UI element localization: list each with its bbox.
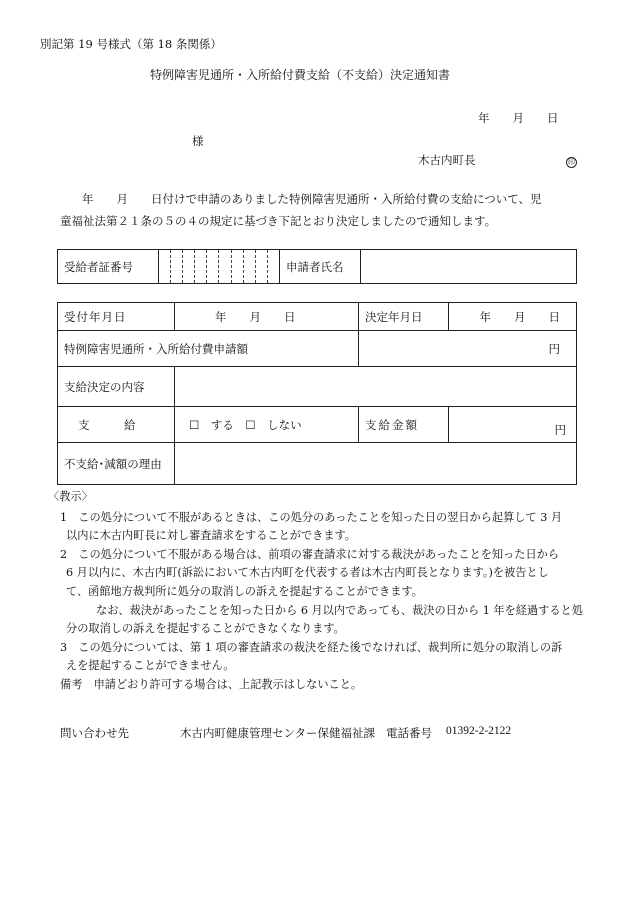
recipient-suffix: 様 <box>192 134 204 148</box>
decision-date-label: 決定年月日 <box>359 303 449 331</box>
instructions-heading: 〈教示〉 <box>48 490 93 503</box>
note-1-line-1: 1 この処分について不服があるときは、この処分のあったことを知った日の翌日から起算して 3 月 <box>60 510 563 524</box>
note-2-line-5: 分の取消しの訴えを提起することができなくなります。 <box>66 622 345 636</box>
payment-label: 支 給 <box>58 407 175 443</box>
applicant-name-label: 申請者氏名 <box>280 250 361 284</box>
amount-label: 特例障害児通所・入所給付費申請額 <box>58 331 359 367</box>
payment-amount-field[interactable]: 円 <box>449 407 577 443</box>
phone-number: 01392-2-2122 <box>446 725 512 737</box>
contact-department: 木古内町健康管理センター保健福祉課 <box>180 726 376 740</box>
note-2-line-1: 2 この処分について不服がある場合は、前項の審査請求に対する裁決があったことを知った日から <box>60 547 560 561</box>
cert-number-label: 受給者証番号 <box>58 250 159 284</box>
amount-field[interactable]: 円 <box>359 331 577 367</box>
payment-options[interactable]: ☐ する ☐ しない <box>175 407 359 443</box>
note-2-line-2: 6 月以内に、木古内町(訴訟において木古内町を代表する者は木古内町長となります。)を被告とし <box>66 566 549 580</box>
note-3-line-1: 3 この処分については、第 1 項の審査請求の裁決を経た後でなければ、裁判所に処分の取消しの訴 <box>60 640 563 654</box>
received-date-label: 受付年月日 <box>58 303 175 331</box>
issue-date: 年 月 日 <box>478 111 559 125</box>
payment-amount-label: 支給金額 <box>359 407 449 443</box>
document-title: 特例障害児通所・入所給付費支給（不支給）決定通知書 <box>150 68 451 82</box>
intro-line-1: 年 月 日付けで申請のありました特例障害児通所・入所給付費の支給について、児 <box>82 192 542 206</box>
note-2-line-4: なお、裁決があったことを知った日から 6 月以内であっても、裁決の日から 1 年を経過すると処 <box>96 603 583 617</box>
reason-field[interactable] <box>175 443 577 485</box>
note-2-line-3: て、函館地方裁判所に処分の取消しの訴えを提起することができます。 <box>66 584 423 598</box>
phone-label: 電話番号 <box>386 726 432 740</box>
decision-table <box>57 302 577 485</box>
cert-number-boxes[interactable] <box>159 250 280 284</box>
reason-label: 不支給･減額の理由 <box>58 443 175 485</box>
decision-content-label: 支給決定の内容 <box>58 367 175 407</box>
remark: 備考 申請どおり許可する場合は、上記教示はしないこと。 <box>60 677 363 691</box>
instructions <box>48 488 588 695</box>
intro-line-2: 童福祉法第２１条の５の４の規定に基づき下記とおり決定しましたので通知します。 <box>60 214 497 228</box>
issuer-name: 木古内町長 <box>418 153 476 167</box>
decision-content-field[interactable] <box>175 367 577 407</box>
applicant-name-field[interactable] <box>361 250 577 284</box>
seal-mark: 印 <box>568 158 575 166</box>
form-number: 別記第 19 号様式（第 18 条関係） <box>40 37 222 51</box>
note-3-line-2: えを提起することができません。 <box>66 659 235 673</box>
decision-date-field[interactable]: 年 月 日 <box>449 303 577 331</box>
received-date-field[interactable]: 年 月 日 <box>175 303 359 331</box>
applicant-table <box>57 249 577 284</box>
contact-label: 問い合わせ先 <box>60 726 129 740</box>
note-1-line-2: 以内に木古内町長に対し審査請求をすることができます。 <box>66 529 356 543</box>
